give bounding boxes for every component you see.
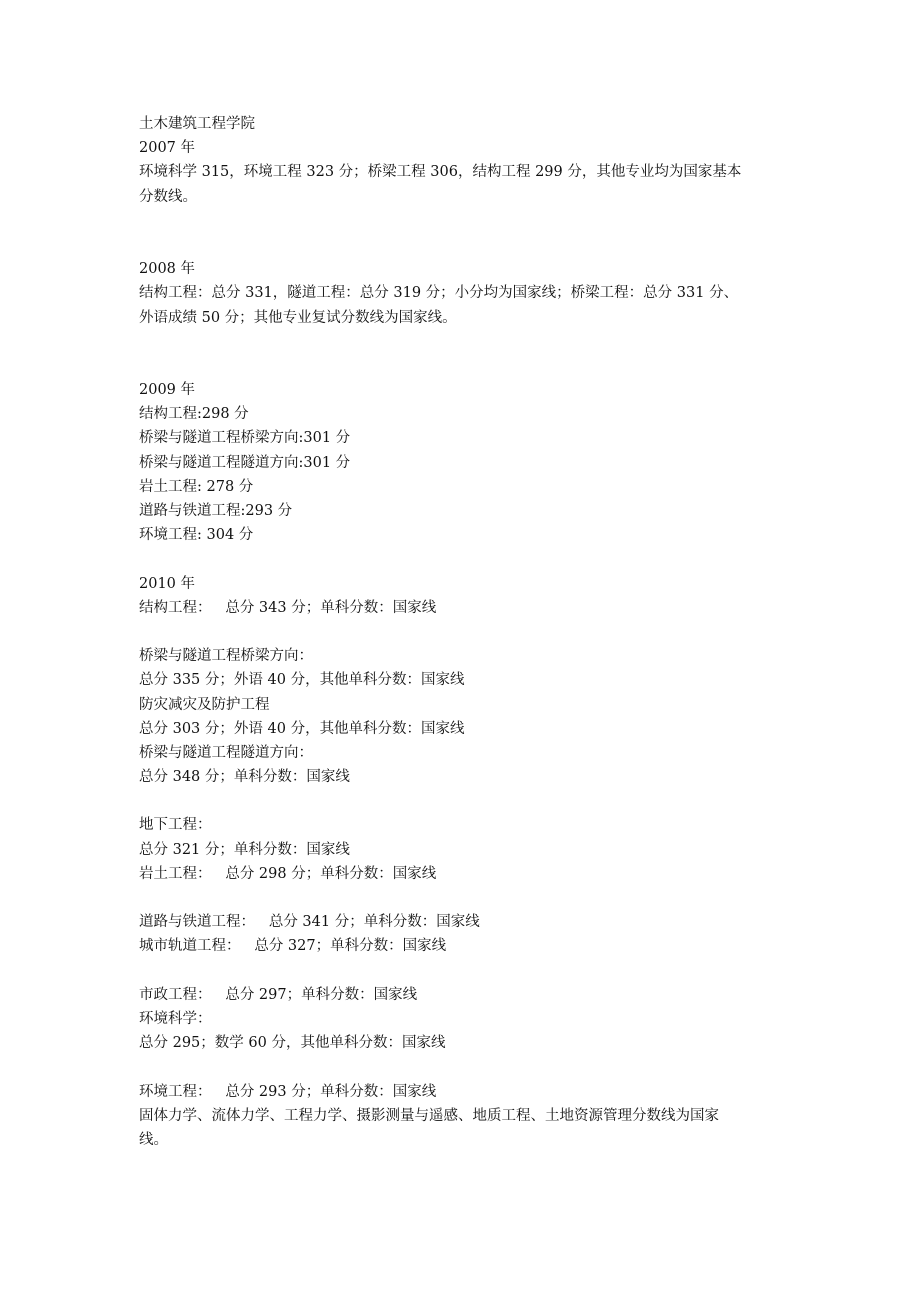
year-heading-2010: 2010 年 — [139, 575, 196, 592]
year-heading-2008: 2008 年 — [139, 261, 196, 278]
text-line: 桥梁与隧道工程桥梁方向:301 分 — [139, 430, 351, 447]
text-line: 结构工程： 总分 343 分；单科分数：国家线 — [139, 599, 437, 616]
text-line: 固体力学、流体力学、工程力学、摄影测量与遥感、地质工程、土地资源管理分数线为国家 — [139, 1107, 719, 1124]
text-line: 环境科学 315，环境工程 323 分；桥梁工程 306，结构工程 299 分，其他专业均为国家基本 — [139, 164, 742, 181]
text-line: 结构工程:298 分 — [139, 406, 249, 423]
text-line: 防灾减灾及防护工程 — [139, 696, 270, 713]
text-line: 岩土工程: 278 分 — [139, 478, 254, 495]
text-line: 总分 348 分；单科分数：国家线 — [139, 769, 350, 786]
text-line: 城市轨道工程： 总分 327；单科分数：国家线 — [139, 938, 447, 955]
year-heading-2009: 2009 年 — [139, 382, 196, 399]
document-body — [139, 112, 787, 1152]
text-line: 道路与铁道工程： 总分 341 分；单科分数：国家线 — [139, 914, 480, 931]
document-title: 土木建筑工程学院 — [139, 116, 255, 132]
year-heading-2007: 2007 年 — [139, 140, 196, 157]
text-line: 市政工程： 总分 297；单科分数：国家线 — [139, 986, 418, 1003]
text-line: 总分 303 分；外语 40 分，其他单科分数：国家线 — [139, 720, 465, 737]
text-line: 环境工程: 304 分 — [139, 527, 254, 544]
text-line: 地下工程： — [139, 817, 212, 834]
text-line: 桥梁与隧道工程桥梁方向： — [139, 648, 313, 665]
text-line: 桥梁与隧道工程隧道方向:301 分 — [139, 454, 351, 471]
spacer — [139, 620, 787, 644]
spacer — [139, 209, 787, 257]
text-line: 结构工程：总分 331，隧道工程：总分 319 分；小分均为国家线；桥梁工程：总分 331 分、 — [139, 285, 739, 302]
spacer — [139, 886, 787, 910]
spacer — [139, 330, 787, 378]
spacer — [139, 789, 787, 813]
spacer — [139, 547, 787, 571]
text-line: 总分 295；数学 60 分，其他单科分数：国家线 — [139, 1035, 446, 1052]
text-line: 总分 321 分；单科分数：国家线 — [139, 841, 350, 858]
text-line: 道路与铁道工程:293 分 — [139, 503, 293, 520]
text-line: 分数线。 — [139, 188, 197, 205]
spacer — [139, 959, 787, 983]
text-line: 环境工程： 总分 293 分；单科分数：国家线 — [139, 1083, 437, 1100]
text-line: 桥梁与隧道工程隧道方向： — [139, 744, 313, 761]
text-line: 岩土工程： 总分 298 分；单科分数：国家线 — [139, 865, 437, 882]
text-line: 外语成绩 50 分；其他专业复试分数线为国家线。 — [139, 309, 457, 326]
text-line: 环境科学： — [139, 1010, 212, 1027]
text-line: 总分 335 分；外语 40 分，其他单科分数：国家线 — [139, 672, 465, 689]
text-line: 线。 — [139, 1131, 168, 1148]
spacer — [139, 1055, 787, 1079]
